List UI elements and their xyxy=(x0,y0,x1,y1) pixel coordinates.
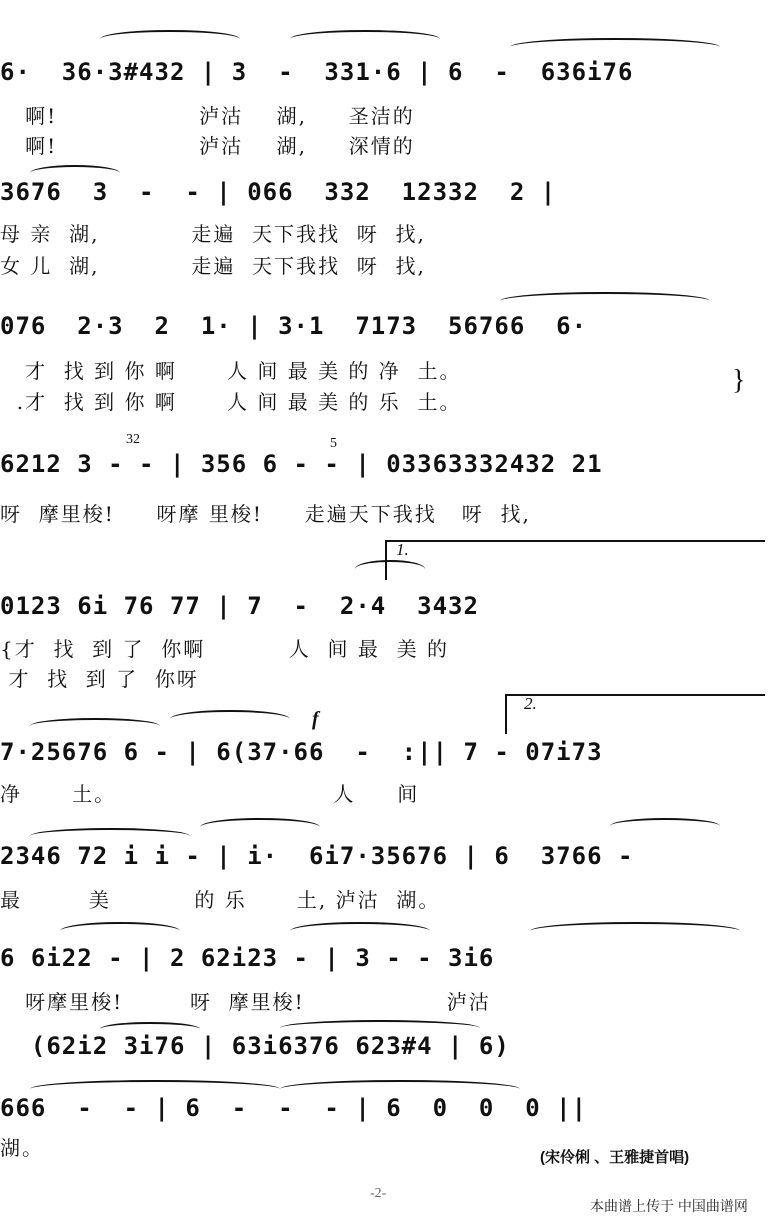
notation-line: 076 2·3 2 1· | 3·1 7173 56766 6· xyxy=(0,312,588,340)
lyric-line-1: 净 土。 人 间 xyxy=(0,782,420,806)
notation-line: (62i2 3i76 | 63i6376 623#4 | 6) xyxy=(0,1032,510,1060)
notation-line: 2346 72 i i - | i· 6i7·35676 | 6 3766 - xyxy=(0,842,634,870)
lyric-line-2: 啊! 泸沽 湖, 深情的 xyxy=(0,134,415,158)
notation-line: 6 6i22 - | 2 62i23 - | 3 - - 3i6 xyxy=(0,944,495,972)
volta-line xyxy=(505,694,507,734)
slur xyxy=(530,922,740,940)
page-number: -2- xyxy=(370,1186,387,1201)
site-footer: 本曲谱上传于 中国曲谱网 xyxy=(590,1198,748,1214)
volta-1-label: 1. xyxy=(396,540,409,559)
brace-right: } xyxy=(732,365,746,396)
slur xyxy=(60,922,180,940)
slur xyxy=(290,922,430,940)
notation-line: 6· 36·3#432 | 3 - 331·6 | 6 - 636i76 xyxy=(0,58,634,86)
lyric-line-1: {才 找 到 了 你啊 人 间 最 美 的 xyxy=(0,637,449,661)
notation-line: 7·25676 6 - | 6(37·66 - :|| 7 - 07i73 xyxy=(0,738,603,766)
lyric-line-1: 呀 摩里梭! 呀摩 里梭! 走遍天下我找 呀 找, xyxy=(0,502,531,526)
volta-2-label: 2. xyxy=(524,694,537,713)
slur xyxy=(290,30,440,48)
slur xyxy=(200,818,320,836)
slur xyxy=(510,38,720,56)
lyric-line-2: 才 找 到 了 你呀 xyxy=(0,667,199,691)
notation-line: 6212 3 - - | 356 6 - - | 03363332432 21 xyxy=(0,450,603,478)
notation-line: 0123 6i 76 77 | 7 - 2·4 3432 xyxy=(0,592,479,620)
slur xyxy=(355,560,425,578)
volta-line xyxy=(505,694,765,696)
lyric-line-1: 才 找 到 你 啊 人 间 最 美 的 净 土。 xyxy=(0,359,462,383)
lyric-line-1: 呀摩里梭! 呀 摩里梭! 泸沽 xyxy=(0,990,491,1014)
notation-line: 3676 3 - - | 066 332 12332 2 | xyxy=(0,178,557,206)
lyric-line-1: 母 亲 湖, 走遍 天下我找 呀 找, xyxy=(0,222,426,246)
lyric-line-1: 啊! 泸沽 湖, 圣洁的 xyxy=(0,104,415,128)
slur xyxy=(170,710,290,728)
lyric-line-2: 女 儿 湖, 走遍 天下我找 呀 找, xyxy=(0,254,426,278)
volta-line xyxy=(385,540,765,542)
lyric-line-2: .才 找 到 你 啊 人 间 最 美 的 乐 土。 xyxy=(0,390,462,414)
lyric-line-1: 湖。 xyxy=(0,1136,44,1160)
grace-note-5: 5 xyxy=(330,436,337,451)
performer-credit: (宋伶俐 、王雅捷首唱) xyxy=(540,1149,690,1166)
slur xyxy=(500,292,710,310)
dynamic-forte: f xyxy=(312,708,319,730)
slur xyxy=(30,718,160,734)
grace-note-32: 32 xyxy=(126,432,140,447)
lyric-line-1: 最 美 的 乐 土, 泸沽 湖。 xyxy=(0,888,441,912)
slur xyxy=(100,30,240,48)
slur xyxy=(610,818,720,834)
notation-line: 666 - - | 6 - - - | 6 0 0 0 || xyxy=(0,1094,588,1122)
